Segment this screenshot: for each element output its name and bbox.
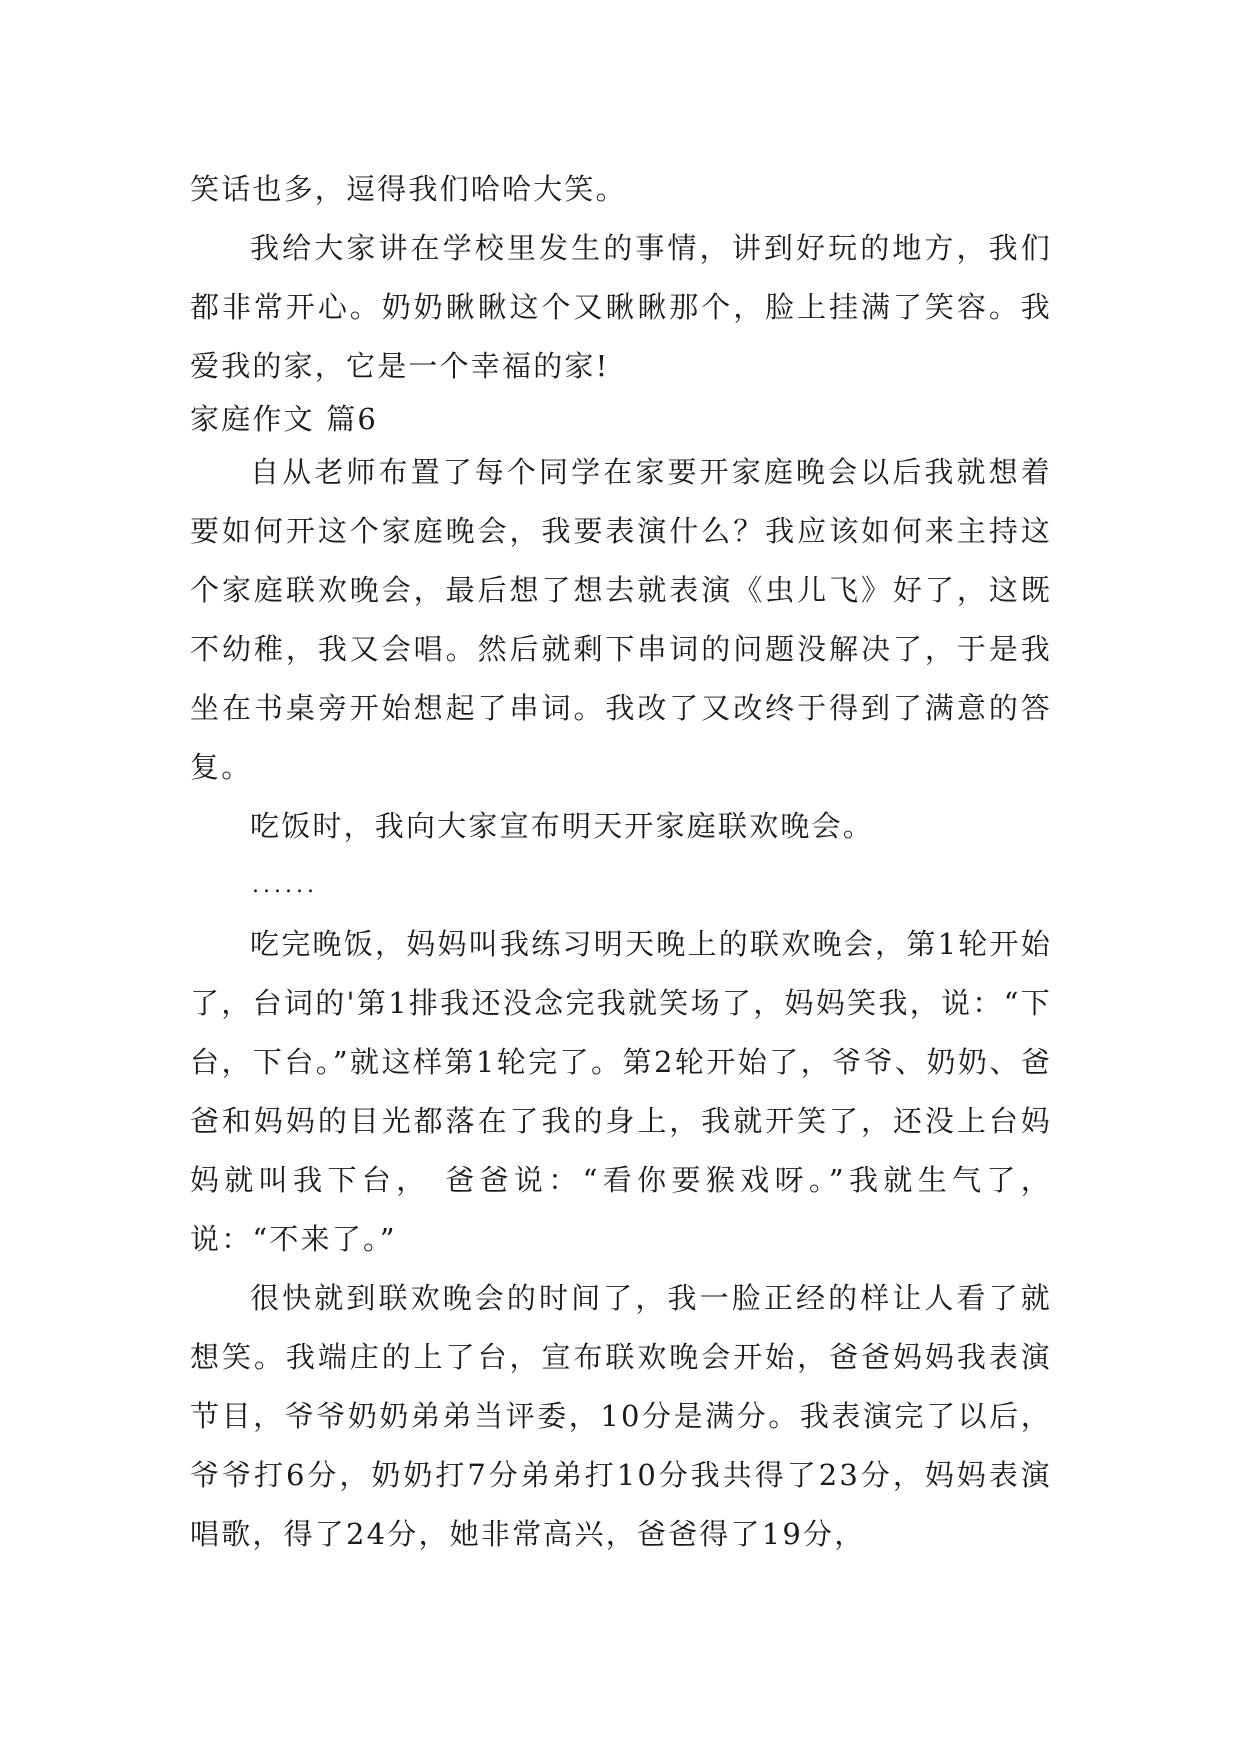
document-page — [190, 160, 1052, 1564]
section-heading: 家庭作文 篇6 — [190, 402, 379, 436]
paragraph-school-stories: 我给大家讲在学校里发生的事情，讲到好玩的地方，我们都非常开心。奶奶瞅瞅这个又瞅瞅那个，脸上挂满了笑容。我爱我的家，它是一个幸福的家! — [190, 231, 1052, 383]
paragraph-rehearsal: 吃完晚饭，妈妈叫我练习明天晚上的联欢晚会，第1轮开始了，台词的'第1排我还没念完我就笑场了，妈妈笑我，说：“下台，下台。”就这样第1轮完了。第2轮开始了，爷爷、奶奶、爸爸和妈妈的目光都落在了我的身上，我就开笑了，还没上台妈妈就叫我下台， 爸爸说：“看你要猴戏呀。”我就生气了，说：“不来了。” — [190, 927, 1052, 1256]
paragraph-dinner-announcement: 吃饭时，我向大家宣布明天开家庭联欢晚会。 — [250, 809, 875, 843]
paragraph-continued: 笑话也多，逗得我们哈哈大笑。 — [190, 172, 627, 206]
paragraph-party-scores: 很快就到联欢晚会的时间了，我一脸正经的样让人看了就想笑。我端庄的上了台，宣布联欢晚会开始，爸爸妈妈我表演节目，爷爷奶奶弟弟当评委，10分是满分。我表演完了以后，爷爷打6分，奶奶打7分弟弟打10分我共得了23分，妈妈表演唱歌，得了24分，她非常高兴，爸爸得了19分， — [190, 1281, 1052, 1551]
paragraph-party-plan: 自从老师布置了每个同学在家要开家庭晚会以后我就想着要如何开这个家庭晚会，我要表演什么？我应该如何来主持这个家庭联欢晚会，最后想了想去就表演《虫儿飞》好了，这既不幼稚，我又会唱。然后就剩下串词的问题没解决了，于是我坐在书桌旁开始想起了串词。我改了又改终于得到了满意的答复。 — [190, 455, 1052, 784]
ellipsis: ...... — [252, 873, 318, 898]
